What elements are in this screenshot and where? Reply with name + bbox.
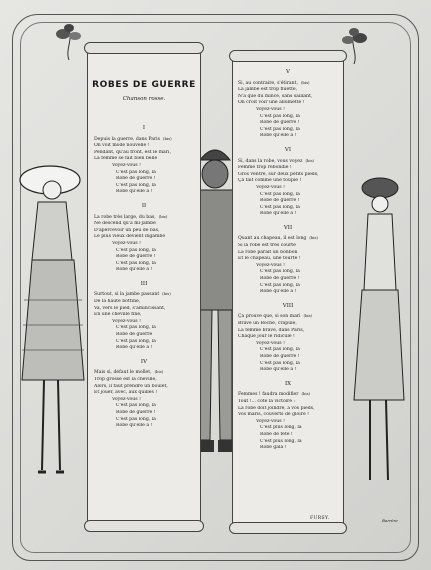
verse-line	[94, 228, 194, 235]
verse-line	[94, 339, 194, 346]
scroll-top-roll	[84, 42, 204, 54]
verse-line-text: Robe de guerre !	[260, 198, 300, 204]
verse-line-text: La femme brave, dans Paris,	[238, 327, 305, 333]
verse-line-text: D'apercevoir un peu de bas,	[94, 227, 160, 233]
verse-line	[94, 291, 194, 299]
verse-line	[94, 332, 194, 339]
verse-line-text: Voyez-vous !	[112, 318, 141, 324]
verse-line-text: C'est pas long, la	[260, 360, 300, 366]
verse-line-text: La robe très large, du bas,	[94, 214, 156, 220]
verse-line	[94, 143, 194, 150]
verse-line	[94, 423, 194, 430]
verse-line-text: Femme trop rebondie !	[238, 165, 292, 171]
verse-line-text: Robe de guerre !	[260, 353, 300, 359]
verse-line	[238, 80, 338, 88]
verse-line-text: Voyez-vous !	[112, 240, 141, 246]
verse-line	[94, 234, 194, 241]
verse-line-text: La jambe est trop fluette,	[238, 87, 298, 93]
verse-line-text: C'est pas long, la	[116, 182, 156, 188]
verse-line	[238, 127, 338, 134]
verse-line-text: Depuis la guerre, dans Paris	[94, 136, 161, 142]
verse-line	[238, 172, 338, 179]
verse-line	[238, 354, 338, 361]
bis-marker: (bis)	[303, 313, 313, 319]
verse-numeral: II	[141, 202, 147, 209]
verse-line-text: Vos maris, couverts de gloire !	[238, 412, 309, 418]
bis-marker: (bis)	[154, 369, 164, 375]
song-title: ROBES DE GUERRE	[92, 80, 196, 90]
verse-line	[238, 347, 338, 354]
verse-line	[238, 256, 338, 263]
verse-line	[238, 321, 338, 328]
bis-marker: (bis)	[300, 79, 310, 85]
verse-line	[94, 377, 194, 384]
left-verses	[94, 118, 194, 430]
scroll-top-roll	[229, 50, 347, 62]
verse-line	[238, 198, 338, 205]
verse-line-text: C'est pas long, la	[260, 113, 300, 119]
verse-line-text: Robe de guerre !	[116, 254, 156, 260]
verse-block	[238, 69, 338, 140]
verse-line-text: C'est pas long, la	[260, 204, 300, 210]
verse-line-text: Robe de guerre !	[116, 409, 156, 415]
verse-line	[238, 439, 338, 446]
verse-line-text: C'est pas long, la	[116, 247, 156, 253]
verse-line	[238, 283, 338, 290]
verse-line-text: Trop grosse est la cheville,	[94, 377, 157, 382]
verse-line	[94, 397, 194, 404]
verse-block	[238, 225, 338, 296]
verse-block	[94, 359, 194, 430]
verse-line	[94, 176, 194, 183]
verse-line	[238, 361, 338, 368]
verse-line	[238, 158, 338, 166]
verse-line-text: Et jouer, avec, aux quilles !	[94, 390, 158, 396]
verse-line	[238, 425, 338, 432]
verse-line	[238, 289, 338, 296]
verse-line	[94, 214, 194, 222]
verse-line-text: Voyez-vous !	[256, 106, 285, 112]
verse-line-text: Robe qu'elle a !	[260, 211, 297, 217]
verse-line	[94, 267, 194, 274]
woman-in-war-dress-illustration	[344, 170, 412, 500]
verse-line	[94, 299, 194, 306]
verse-line-text: C'est pas long, la	[116, 169, 156, 175]
verse-numeral: VI	[284, 146, 292, 153]
verse-line	[238, 328, 338, 335]
verse-line	[238, 313, 338, 321]
verse-line-text: Le plus vieux devient ingambe	[94, 234, 166, 240]
verse-line	[94, 312, 194, 319]
verse-block	[94, 281, 194, 352]
artist-signature: Barrère	[382, 518, 398, 523]
verse-line	[94, 241, 194, 248]
verse-line-text: Ça fait comme une toupie !	[238, 178, 302, 184]
right-verses	[238, 62, 338, 452]
verse-line-text: Voyez-vous !	[112, 162, 141, 168]
verse-block	[238, 147, 338, 218]
verse-line	[238, 406, 338, 413]
bis-marker: (bis)	[163, 135, 172, 141]
verse-line	[238, 94, 338, 101]
verse-line-text: Robe qu'elle a !	[116, 423, 153, 429]
verse-line-text: Ne descend qu'à mi-jambe	[94, 221, 156, 227]
woman-in-war-dress-illustration	[18, 150, 90, 490]
verse-line	[238, 412, 338, 419]
verse-line	[238, 276, 338, 283]
verse-line-text: Si, dans la robe, vous voyez	[238, 158, 303, 164]
verse-line-text: En une cheville fine,	[94, 312, 142, 318]
verse-line-text: Si, au contraire, s'étirant,	[238, 80, 298, 86]
verse-line-text: C'est plus long, la	[260, 425, 302, 431]
verse-line-text: Robe de fête !	[260, 431, 293, 437]
verse-line-text: Voyez-vous !	[256, 262, 285, 268]
verse-numeral: IX	[284, 380, 292, 387]
verse-line-text: Pendant, qu'au front, est le mari,	[94, 149, 171, 155]
verse-line	[238, 205, 338, 212]
verse-line	[94, 403, 194, 410]
verse-line-text: Mais si, défaut le mollet,	[94, 370, 152, 376]
bis-marker: (bis)	[162, 291, 171, 297]
verse-numeral: V	[286, 69, 290, 75]
verse-line-text: Ça prouve que, si son mari	[238, 314, 301, 320]
verse-line-text: Et le chapeau, une tourte !	[238, 256, 301, 262]
verse-line	[94, 417, 194, 424]
verse-line	[94, 156, 194, 163]
verse-line	[94, 170, 194, 177]
verse-line	[238, 269, 338, 276]
verse-line-text: Voyez-vous !	[112, 396, 141, 402]
scroll-bottom-roll	[84, 520, 204, 532]
verse-line-text: De la haute bottine,	[94, 299, 141, 305]
verse-line	[238, 432, 338, 439]
verse-line	[238, 341, 338, 348]
verse-line	[94, 163, 194, 170]
verse-line	[94, 150, 194, 157]
verse-line	[238, 250, 338, 257]
verse-line-text: C'est pas long, la	[260, 347, 300, 353]
verse-line	[94, 319, 194, 326]
verse-block	[238, 303, 338, 374]
verse-line	[238, 192, 338, 199]
verse-line	[238, 243, 338, 250]
bis-marker: (bis)	[309, 235, 318, 241]
verse-line-text: C'est pas long, la	[116, 260, 156, 266]
verse-line-text: On voit mode nouvelle !	[94, 143, 150, 149]
verse-line-text: Voyez-vous !	[256, 340, 285, 346]
verse-line	[238, 334, 338, 341]
verse-line	[238, 367, 338, 374]
verse-line-text: Voyez-vous !	[256, 184, 285, 190]
verse-line-text: C'est pas long, la	[116, 338, 156, 344]
verse-line	[94, 390, 194, 397]
verse-line	[94, 254, 194, 261]
verse-numeral: I	[142, 125, 146, 131]
bis-marker: (bis)	[301, 391, 311, 397]
verse-line-text: Robe qu'elle a !	[260, 133, 297, 139]
verse-line	[238, 419, 338, 426]
verse-line-text: Voyez-vous !	[256, 418, 285, 424]
song-subtitle: Chanson rosse.	[122, 96, 166, 102]
verse-line	[238, 120, 338, 127]
verse-line-text: Robe de guerre !	[116, 176, 156, 182]
verse-line-text: C'est pas long, la	[116, 403, 156, 409]
verse-line-text: Robe qu'elle a !	[116, 345, 153, 351]
verse-line-text: La robe paraît un bonbon	[238, 249, 298, 255]
verse-line-text: Robe de guerre !	[260, 120, 300, 126]
verse-line-text: C'est pas long, la	[260, 191, 300, 197]
verse-line	[238, 263, 338, 270]
verse-line	[238, 133, 338, 140]
verse-line-text: Robe gala !	[260, 445, 287, 451]
verse-line	[238, 211, 338, 218]
verse-line	[94, 384, 194, 391]
verse-line-text: Brave un Boche, crapule,	[238, 321, 297, 326]
verse-line	[238, 87, 338, 94]
verse-line-text: C'est pas long, la	[260, 269, 300, 275]
verse-line-text: On croit voir une allumette !	[238, 100, 305, 106]
verse-line	[94, 136, 194, 144]
verse-line	[238, 114, 338, 121]
verse-line	[94, 221, 194, 228]
verse-line-text: C'est plus long, la	[260, 438, 302, 444]
verse-line	[238, 235, 338, 243]
verse-line-text: Chaque jour le ridicule !	[238, 334, 295, 340]
verse-line	[238, 185, 338, 192]
verse-line-text: Va, vers le pied, s'amincissant,	[94, 305, 166, 311]
verse-line	[238, 391, 338, 399]
verse-line	[94, 325, 194, 332]
verse-line	[238, 100, 338, 107]
verse-line	[238, 445, 338, 452]
verse-block	[94, 203, 194, 274]
verse-line	[94, 369, 194, 377]
bis-marker: (bis)	[305, 157, 314, 163]
verse-line-text: Surtout, si la jambe passant	[94, 292, 160, 298]
verse-numeral: IV	[140, 358, 148, 365]
verse-numeral: VII	[283, 224, 293, 231]
verse-line-text: Robe qu'elle a !	[116, 267, 153, 273]
verse-line-text: La robe doit joindre, à vos pieds,	[238, 405, 315, 411]
verse-block	[94, 125, 194, 196]
verse-line	[94, 189, 194, 196]
bis-marker: (bis)	[158, 213, 168, 219]
verse-line	[94, 410, 194, 417]
verse-line-text: C'est pas long, la	[116, 416, 156, 422]
verse-line	[238, 178, 338, 185]
verse-line	[238, 165, 338, 172]
verse-line-text: C'est pas long, la	[260, 126, 300, 132]
verse-line-text: Robe qu'elle a !	[116, 189, 153, 195]
verse-line-text: Robe qu'elle a !	[260, 367, 297, 373]
verse-line-text: Femmes ! faudra modifier	[238, 392, 299, 398]
verse-line	[94, 261, 194, 268]
verse-line-text: Gros ventre, sur deux petits pieds,	[238, 171, 319, 177]
verse-numeral: VIII	[282, 302, 294, 309]
verse-line-text: Robe qu'elle a !	[260, 289, 297, 295]
verse-line	[94, 183, 194, 190]
verse-block	[238, 381, 338, 452]
verse-line-text: N'a que du mince, sans saillant,	[238, 93, 313, 99]
verse-line	[94, 345, 194, 352]
author-signature: FURSY.	[310, 516, 330, 521]
verse-line	[238, 107, 338, 114]
verse-line-text: Si la robe est très courte	[238, 243, 296, 249]
verse-line-text: C'est pas long, la	[260, 282, 300, 288]
scroll-bottom-roll	[229, 522, 347, 534]
verse-line	[94, 306, 194, 313]
verse-line	[94, 248, 194, 255]
verse-line-text: Robe de guerre !	[260, 276, 300, 282]
verse-line	[238, 399, 338, 406]
verse-line-text: La femme se fait bien belle	[94, 156, 158, 162]
verse-line-text: Tout !... côté la victoire :	[238, 398, 296, 404]
verse-line-text: Alors, il faut prendre un boulet,	[94, 383, 168, 389]
verse-numeral: III	[140, 280, 148, 287]
verse-line-text: C'est pas long, la	[116, 325, 156, 331]
verse-line-text: Robe de guerre	[116, 332, 153, 338]
verse-line-text: Quant au chapeau, il est long	[238, 236, 307, 242]
